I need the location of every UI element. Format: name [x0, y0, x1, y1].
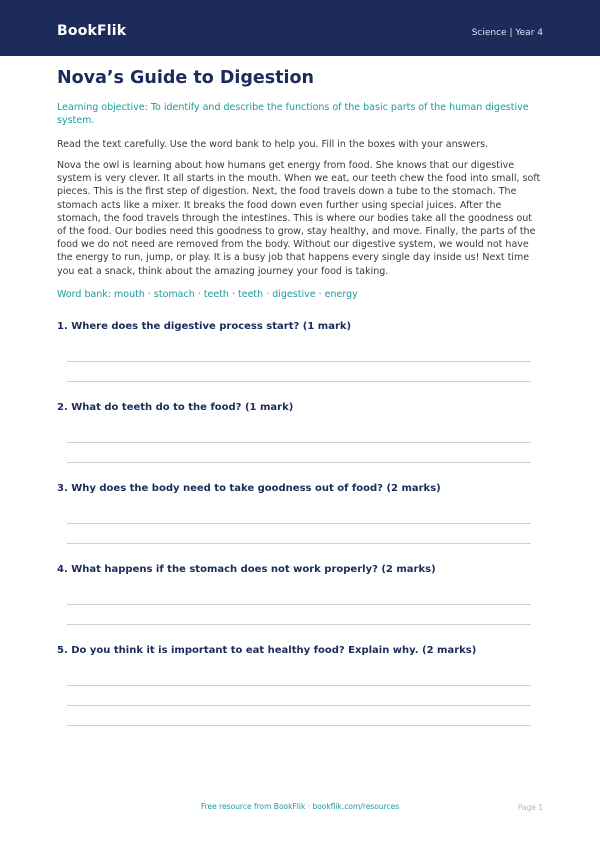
answer-line[interactable] [67, 442, 531, 443]
question-text: 5. Do you think it is important to eat healthy food? Explain why. (2 marks) [57, 644, 477, 656]
page-title: Nova’s Guide to Digestion [57, 68, 315, 88]
answer-line[interactable] [67, 685, 531, 686]
answer-line[interactable] [67, 462, 531, 463]
answer-line[interactable] [67, 381, 531, 382]
answer-line[interactable] [67, 725, 531, 726]
footer-resource-link[interactable]: Free resource from BookFlik · bookflik.com/resources [200, 802, 400, 811]
question-text: 1. Where does the digestive process start? (1 mark) [57, 320, 352, 332]
subject-year-label: Science | Year 4 [471, 28, 543, 38]
question-text: 3. Why does the body need to take goodness out of food? (2 marks) [57, 482, 441, 494]
header-bar [0, 0, 600, 56]
worksheet-content [57, 66, 543, 726]
question-2 [57, 401, 543, 463]
answer-line[interactable] [67, 604, 531, 605]
answer-line[interactable] [67, 361, 531, 362]
question-1 [57, 320, 543, 382]
answer-line[interactable] [67, 523, 531, 524]
answer-line[interactable] [67, 624, 531, 625]
word-bank: Word bank: mouth · stomach · teeth · teeth · digestive · energy [57, 288, 358, 300]
page-number: Page 1 [517, 803, 543, 812]
instructions-text: Read the text carefully. Use the word bank to help you. Fill in the boxes with your answers. [57, 139, 489, 150]
answer-line[interactable] [67, 705, 531, 706]
question-text: 2. What do teeth do to the food? (1 mark) [57, 401, 294, 413]
reading-passage: Nova the owl is learning about how humans get energy from food. She knows that our digestive system is very clever. It all starts in the mouth. When we eat, our teeth chew the food into small, soft pieces. This is the first step of digestion. Next, the food travels down a tube to the stomach. The stomach acts like a mixer. It breaks the food down even further using special juices. After the stomach, the food travels through the intestines. This is where our bodies take all the goodness out of the food. Our bodies need this goodness to grow, stay healthy, and move. Finally, the parts of the food we do not need are removed from the body. Without our digestive system, we would not have the energy to run, jump, or play. It is a busy job that happens every single day inside us! Next time you eat a snack, think about the amazing journey your food is taking. [57, 160, 541, 277]
question-4 [57, 563, 543, 625]
answer-line[interactable] [67, 543, 531, 544]
brand-logo[interactable]: BookFlik [57, 23, 127, 39]
learning-objective: Learning objective: To identify and describe the functions of the basic parts of the human digestive system. [57, 102, 529, 126]
question-5 [57, 644, 543, 726]
question-3 [57, 482, 543, 544]
question-text: 4. What happens if the stomach does not work properly? (2 marks) [57, 563, 436, 575]
